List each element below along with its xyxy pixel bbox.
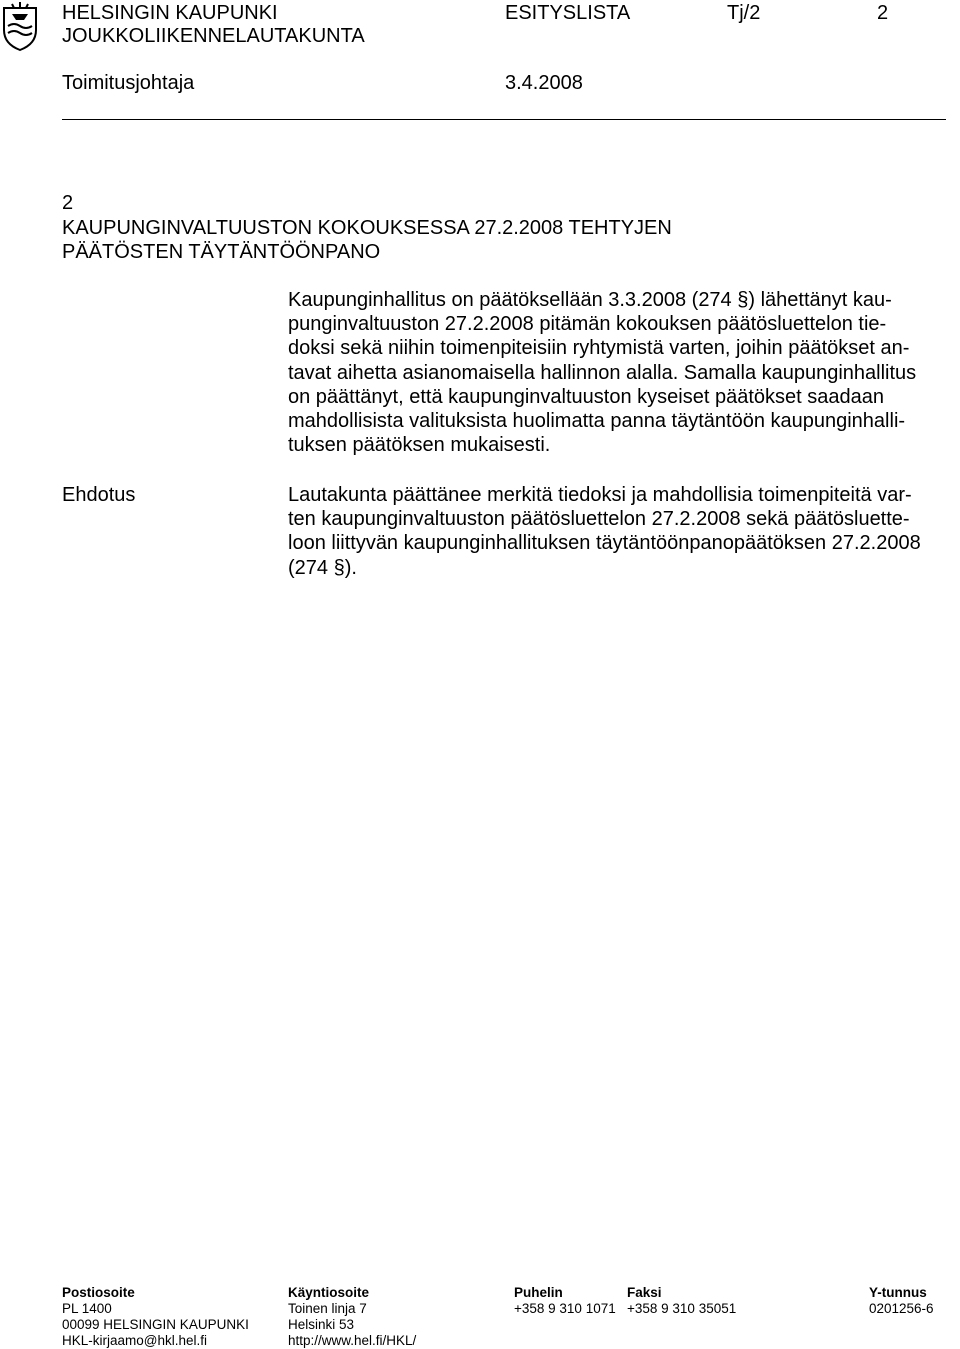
paragraph-line: Kaupunginhallitus on päätöksellään 3.3.2008 (274 §) lähettänyt kau- bbox=[288, 289, 892, 311]
footer-phone-value: +358 9 310 1071 bbox=[514, 1301, 616, 1316]
footer-postal-line-2: 00099 HELSINGIN KAUPUNKI bbox=[62, 1317, 249, 1332]
footer-postal-label: Postiosoite bbox=[62, 1285, 135, 1300]
footer-fax-value: +358 9 310 35051 bbox=[627, 1301, 737, 1316]
proposal-label: Ehdotus bbox=[62, 484, 136, 506]
item-title-line-2: PÄÄTÖSTEN TÄYTÄNTÖÖNPANO bbox=[62, 241, 381, 263]
page-number: 2 bbox=[877, 2, 889, 24]
item-title-line-1: KAUPUNGINVALTUUSTON KOKOUKSESSA 27.2.2008 TEHTYJEN bbox=[62, 217, 672, 239]
header-divider bbox=[62, 119, 946, 120]
org-name: HELSINGIN KAUPUNKI bbox=[62, 2, 278, 24]
footer-email: HKL-kirjaamo@hkl.hel.fi bbox=[62, 1333, 207, 1348]
paragraph-line: (274 §). bbox=[288, 556, 357, 579]
paragraph-line: on päättänyt, että kaupunginvaltuuston kyseiset päätökset saadaan bbox=[288, 385, 884, 408]
paragraph-line: tuksen päätöksen mukaisesti. bbox=[288, 434, 551, 457]
paragraph-line: punginvaltuuston 27.2.2008 pitämän kokouksen päätösluettelon tie- bbox=[288, 313, 887, 336]
meeting-date: 3.4.2008 bbox=[505, 72, 583, 94]
footer-website: http://www.hel.fi/HKL/ bbox=[288, 1333, 417, 1348]
document-reference: Tj/2 bbox=[727, 2, 761, 24]
paragraph-line: mahdollisista valituksista huolimatta panna täytäntöön kaupunginhalli- bbox=[288, 410, 906, 433]
footer-visiting-line-1: Toinen linja 7 bbox=[288, 1301, 367, 1316]
paragraph-line: ten kaupunginvaltuuston päätösluettelon 27.2.2008 sekä päätösluette- bbox=[288, 508, 910, 531]
paragraph-line: doksi sekä niihin toimenpiteisiin ryhtymistä varten, joihin päätökset an- bbox=[288, 337, 910, 360]
footer-business-id-value: 0201256-6 bbox=[869, 1301, 934, 1316]
footer-visiting-line-2: Helsinki 53 bbox=[288, 1317, 355, 1332]
footer-postal-line-1: PL 1400 bbox=[62, 1301, 112, 1316]
paragraph-line: tavat aihetta asianomaisella hallinnon alalla. Samalla kaupunginhallitus bbox=[288, 361, 917, 384]
proposal-paragraph bbox=[288, 483, 948, 580]
footer-visiting-label: Käyntiosoite bbox=[288, 1285, 370, 1300]
document-type: ESITYSLISTA bbox=[505, 2, 631, 24]
paragraph-line: Lautakunta päättänee merkitä tiedoksi ja mahdollisia toimenpiteitä var- bbox=[288, 484, 912, 506]
background-paragraph bbox=[288, 288, 948, 457]
paragraph-line: loon liittyvän kaupunginhallituksen täytäntöönpanopäätöksen 27.2.2008 bbox=[288, 532, 921, 555]
footer-business-id-label: Y-tunnus bbox=[869, 1285, 927, 1300]
helsinki-coat-of-arms-icon bbox=[0, 0, 40, 52]
item-number: 2 bbox=[62, 192, 74, 214]
footer-phone-label: Puhelin bbox=[514, 1285, 563, 1300]
presenter: Toimitusjohtaja bbox=[62, 72, 195, 94]
footer-fax-label: Faksi bbox=[627, 1285, 662, 1300]
committee-name: JOUKKOLIIKENNELAUTAKUNTA bbox=[62, 25, 365, 47]
